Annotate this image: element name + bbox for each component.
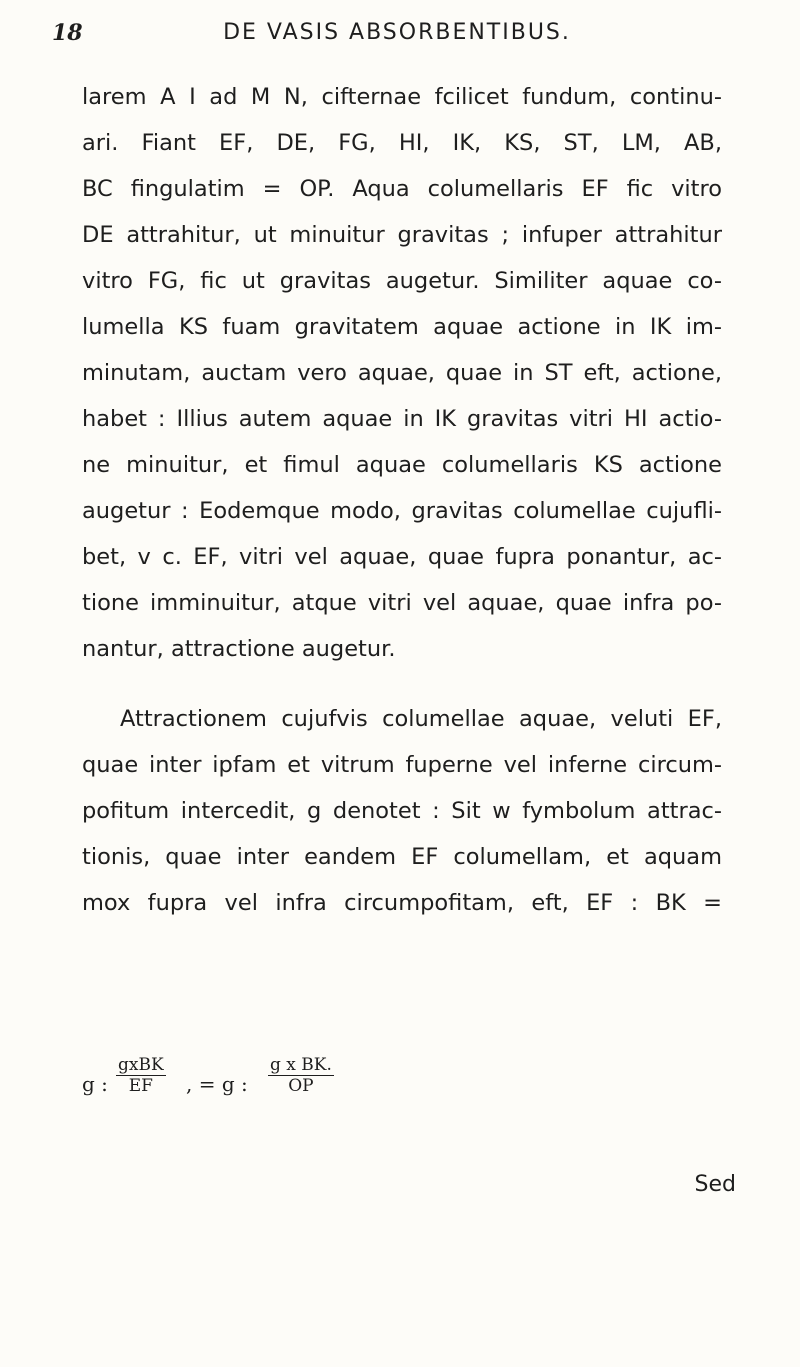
text-line: nantur, attractione augetur. (82, 636, 396, 662)
running-head (52, 20, 742, 60)
formula (82, 1055, 482, 1115)
text-line: vitro FG, fic ut gravitas augetur. Similiter aquae co- (82, 268, 722, 294)
text-line: tione imminuitur, atque vitri vel aquae, quae infra po- (82, 590, 722, 616)
formula-separator: , = g : (186, 1072, 248, 1096)
text-line: DE attrahitur, ut minuitur gravitas ; infuper attrahitur (82, 222, 722, 248)
text-line: ari. Fiant EF, DE, FG, HI, IK, KS, ST, LM, AB, (82, 130, 722, 156)
formula-fraction-2 (268, 1055, 334, 1096)
text-line: ne minuitur, et fimul aquae columellaris KS actione (82, 452, 722, 478)
page-number: 18 (52, 20, 83, 46)
fraction-denominator: EF (116, 1075, 166, 1096)
text-line: augetur : Eodemque modo, gravitas columellae cujufli- (82, 498, 722, 524)
text-line: lumella KS fuam gravitatem aquae actione in IK im- (82, 314, 722, 340)
running-title: DE VASIS ABSORBENTIBUS. (223, 20, 571, 45)
body-text (82, 74, 722, 926)
text-line: bet, v c. EF, vitri vel aquae, quae fupra ponantur, ac- (82, 544, 722, 570)
text-line: pofitum intercedit, g denotet : Sit w fymbolum attrac- (82, 798, 722, 824)
fraction-numerator: g x BK. (270, 1055, 332, 1075)
catchword: Sed (694, 1172, 736, 1197)
text-line: Attractionem cujufvis columellae aquae, veluti EF, (120, 706, 722, 732)
text-line: tionis, quae inter eandem EF columellam, et aquam (82, 844, 722, 870)
text-line: habet : Illius autem aquae in IK gravitas vitri HI actio- (82, 406, 722, 432)
paragraph-1 (82, 74, 722, 672)
formula-fraction-1 (116, 1055, 166, 1096)
text-line: mox fupra vel infra circumpofitam, eft, EF : BK = (82, 890, 722, 916)
text-line: BC fingulatim = OP. Aqua columellaris EF fic vitro (82, 176, 722, 202)
formula-lead: g : (82, 1072, 108, 1096)
text-line: larem A I ad M N, cifternae fcilicet fundum, continu- (82, 84, 722, 110)
fraction-denominator: OP (268, 1075, 334, 1096)
text-line: quae inter ipfam et vitrum fuperne vel inferne circum- (82, 752, 722, 778)
fraction-numerator: gxBK (118, 1055, 164, 1075)
paragraph-2 (82, 696, 722, 926)
text-line: minutam, auctam vero aquae, quae in ST eft, actione, (82, 360, 722, 386)
paragraph-gap (82, 672, 722, 696)
